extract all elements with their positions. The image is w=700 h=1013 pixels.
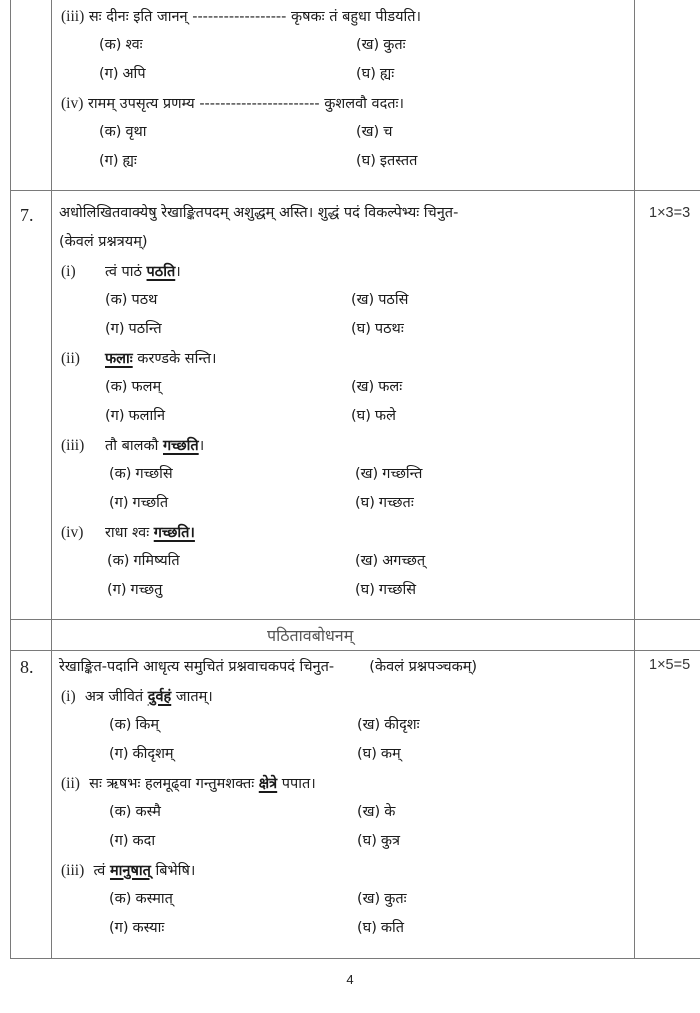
options-row xyxy=(59,118,629,147)
options-row xyxy=(59,31,629,60)
marks-cell xyxy=(634,651,700,958)
item-number: (iii) xyxy=(61,862,85,879)
item-number: (i) xyxy=(61,263,76,280)
number-cell xyxy=(11,191,52,619)
option-gha: (घ) कति xyxy=(357,920,405,936)
q8-item-i: (i) अत्र जीवितं दुर्वहं जातम्। xyxy=(61,688,213,705)
q8-instruction-line xyxy=(59,653,629,682)
option-kha: (ख) कुतः xyxy=(356,37,406,53)
option-ka: (क) पठथ xyxy=(105,292,158,308)
option-gha: (घ) गच्छसि xyxy=(355,582,417,598)
option-ga: (ग) फलानि xyxy=(105,408,166,424)
options-row xyxy=(59,315,629,344)
q7-item-i: (i) त्वं पाठं पठति। xyxy=(59,257,629,286)
marks-cell xyxy=(634,0,700,190)
item-number: (i) xyxy=(61,688,76,705)
question-number: 8. xyxy=(20,657,34,677)
options-row xyxy=(59,147,629,176)
options-row xyxy=(59,402,629,431)
option-ga: (ग) कदा xyxy=(109,833,156,849)
option-kha: (ख) के xyxy=(357,804,396,820)
option-kha: (ख) कीदृशः xyxy=(357,717,420,733)
marks-cell xyxy=(634,620,700,650)
marks-value: 1×5=5 xyxy=(649,657,691,673)
question-number: 7. xyxy=(20,205,34,225)
option-ka: (क) कस्मै xyxy=(109,804,161,820)
options-row xyxy=(59,460,629,489)
item-number: (iii) xyxy=(61,437,85,454)
option-gha: (घ) कुत्र xyxy=(357,833,401,849)
option-gha: (घ) पठथः xyxy=(351,321,404,337)
option-gha: (घ) गच्छतः xyxy=(355,495,414,511)
options-row xyxy=(59,740,629,769)
options-row xyxy=(59,914,629,943)
option-kha: (ख) च xyxy=(356,124,393,140)
q8-note: (केवलं प्रश्नपञ्चकम्) xyxy=(369,659,478,675)
item-number: (iv) xyxy=(61,95,84,112)
option-ka: (क) गमिष्यति xyxy=(107,553,180,569)
sentence-after: कृषकः तं बहुधा पीडयति। xyxy=(286,9,422,25)
option-ga: (ग) ह्यः xyxy=(99,153,137,169)
q7-item-iv: (iv) राधा श्वः गच्छति। xyxy=(59,518,629,547)
option-kha: (ख) कुतः xyxy=(357,891,407,907)
underlined-word: गच्छति। xyxy=(153,525,195,541)
item-number: (ii) xyxy=(61,350,80,367)
question-table xyxy=(10,0,700,959)
number-cell xyxy=(11,651,52,958)
option-gha: (घ) फले xyxy=(351,408,396,424)
q7-item-ii: (ii) फलाः करण्डके सन्ति। xyxy=(59,344,629,373)
options-row xyxy=(59,711,629,740)
q8-instruction: रेखाङ्कित-पदानि आधृत्य समुचितं प्रश्नवाचकपदं चिनुत- xyxy=(59,659,335,675)
underlined-word: फलाः xyxy=(105,351,133,367)
q8-item-iii: (iii) त्वं मानुषात् बिभेषि। xyxy=(61,862,196,879)
sentence-after: कुशलवौ वदतः। xyxy=(319,96,404,112)
options-row xyxy=(59,885,629,914)
option-gha: (घ) ह्यः xyxy=(356,66,395,82)
option-ga: (ग) अपि xyxy=(99,66,146,82)
options-row xyxy=(59,547,629,576)
options-row xyxy=(59,286,629,315)
underlined-word: मानुषात् xyxy=(109,863,151,879)
option-ga: (ग) पठन्ति xyxy=(105,321,162,337)
section-title: पठितावबोधनम् xyxy=(267,626,354,645)
underlined-word: क्षेत्रे xyxy=(258,776,278,792)
option-kha: (ख) अगच्छत् xyxy=(355,553,426,569)
option-ka: (क) वृथा xyxy=(99,124,147,140)
option-ka: (क) फलम् xyxy=(105,379,162,395)
blank: ----------------------- xyxy=(199,96,320,112)
blank: ------------------ xyxy=(192,9,287,25)
option-ka: (क) श्वः xyxy=(99,37,143,53)
options-row xyxy=(59,489,629,518)
option-ga: (ग) कीदृशम् xyxy=(109,746,174,762)
sentence-before: रामम् उपसृत्य प्रणम्य xyxy=(88,96,200,112)
q7-row xyxy=(10,191,700,620)
option-ka: (क) कस्मात् xyxy=(109,891,173,907)
q7-item-iii: (iii) तौ बालकौ गच्छति। xyxy=(59,431,629,460)
options-row xyxy=(59,798,629,827)
options-row xyxy=(59,60,629,89)
option-ka: (क) किम् xyxy=(109,717,160,733)
q6-continuation-row xyxy=(10,0,700,191)
options-row xyxy=(59,827,629,856)
q8-row xyxy=(10,651,700,959)
item-number: (iii) xyxy=(61,8,85,25)
item-number: (ii) xyxy=(61,775,80,792)
option-kha: (ख) पठसि xyxy=(351,292,409,308)
number-cell xyxy=(11,620,52,650)
option-ga: (ग) कस्याः xyxy=(109,920,165,936)
option-ka: (क) गच्छसि xyxy=(109,466,173,482)
q8-item-ii: (ii) सः ऋषभः हलमूढ्वा गन्तुमशक्तः क्षेत्रे पपात। xyxy=(61,775,316,792)
number-cell xyxy=(11,0,52,190)
option-gha: (घ) इतस्तत xyxy=(356,153,418,169)
underlined-word: गच्छति xyxy=(163,438,199,454)
item-number: (iv) xyxy=(61,524,84,541)
marks-cell xyxy=(634,191,700,619)
underlined-word: दुर्वहं xyxy=(147,689,172,705)
options-row xyxy=(59,576,629,605)
option-kha: (ख) फलः xyxy=(351,379,403,395)
marks-value: 1×3=3 xyxy=(649,205,691,221)
option-kha: (ख) गच्छन्ति xyxy=(355,466,423,482)
q6-item-iii xyxy=(59,2,629,31)
option-gha: (घ) कम् xyxy=(357,746,401,762)
section-header-row xyxy=(10,620,700,651)
options-row xyxy=(59,373,629,402)
q7-instruction: अधोलिखितवाक्येषु रेखाङ्कितपदम् अशुद्धम् अस्ति। शुद्धं पदं विकल्पेभ्यः चिनुत- xyxy=(59,205,459,221)
page-number: 4 xyxy=(346,972,354,987)
option-ga: (ग) गच्छतु xyxy=(107,582,163,598)
q7-note: (केवलं प्रश्नत्रयम्) xyxy=(59,234,148,250)
option-ga: (ग) गच्छति xyxy=(109,495,169,511)
underlined-word: पठति xyxy=(146,264,176,280)
sentence-before: सः दीनः इति जानन् xyxy=(88,9,193,25)
q6-item-iv xyxy=(59,89,629,118)
